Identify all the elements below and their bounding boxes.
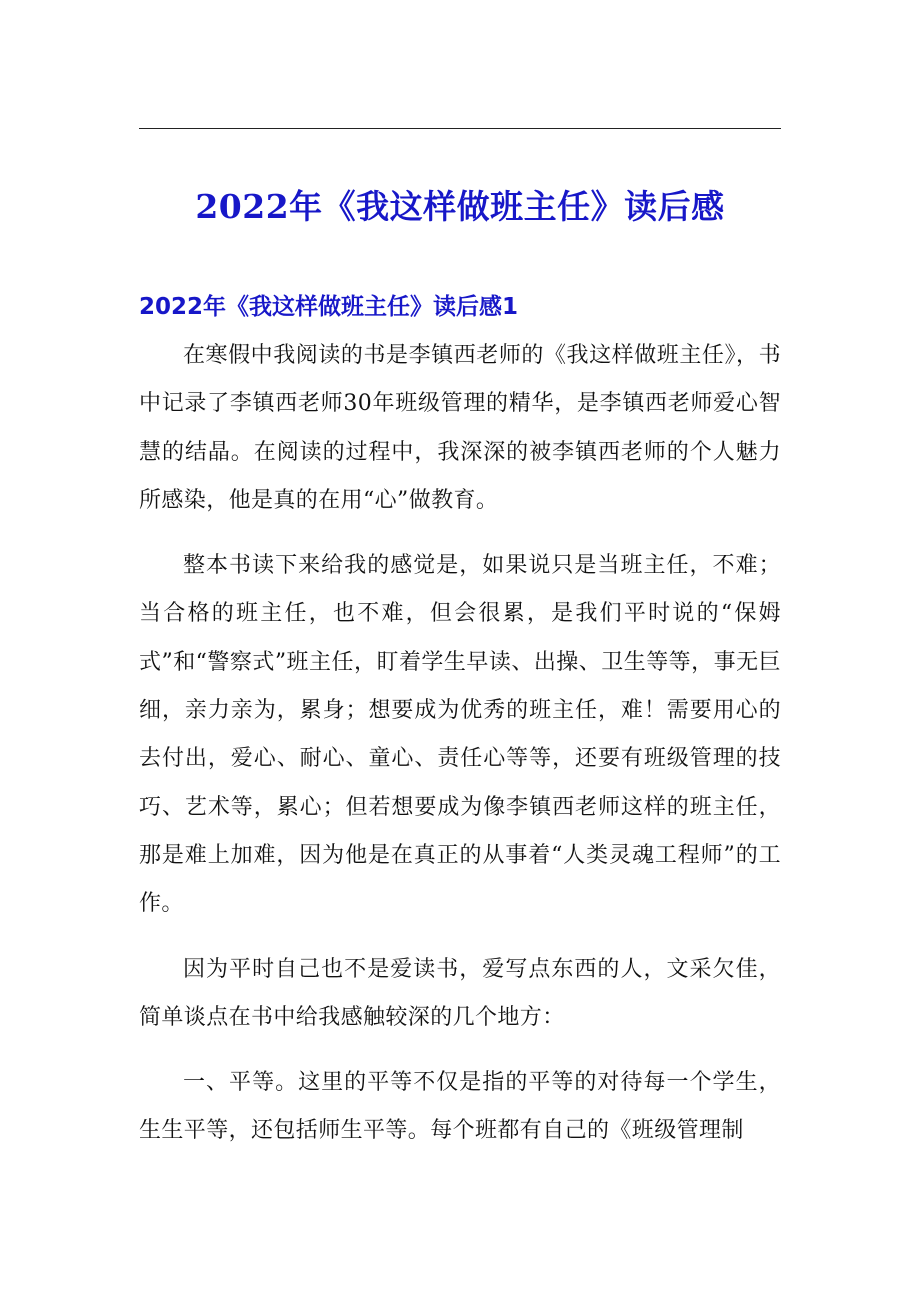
header-rule — [139, 128, 781, 129]
paragraph: 整本书读下来给我的感觉是，如果说只是当班主任，不难；当合格的班主任，也不难，但会很累，是我们平时说的“保姆式”和“警察式”班主任，盯着学生早读、出操、卫生等等，事无巨细，亲力亲为，累身；想要成为优秀的班主任，难！需要用心的去付出，爱心、耐心、童心、责任心等等，还要有班级管理的技巧、艺术等，累心；但若想要成为像李镇西老师这样的班主任，那是难上加难，因为他是在真正的从事着“人类灵魂工程师”的工作。 — [139, 553, 781, 917]
paragraph: 在寒假中我阅读的书是李镇西老师的《我这样做班主任》，书中记录了李镇西老师30年班级管理的精华，是李镇西老师爱心智慧的结晶。在阅读的过程中，我深深的被李镇西老师的个人魅力所感染，他是真的在用“心”做教育。 — [139, 343, 781, 513]
paragraph: 一、平等。这里的平等不仅是指的平等的对待每一个学生，生生平等，还包括师生平等。每个班都有自己的《班级管理制 — [139, 1070, 781, 1144]
page-title: 2022年《我这样做班主任》读后感 — [195, 187, 725, 227]
paragraph: 因为平时自己也不是爱读书，爱写点东西的人，文采欠佳，简单谈点在书中给我感触较深的几个地方： — [139, 956, 781, 1030]
document-body — [139, 332, 781, 1173]
section-heading: 2022年《我这样做班主任》读后感1 — [139, 294, 519, 321]
